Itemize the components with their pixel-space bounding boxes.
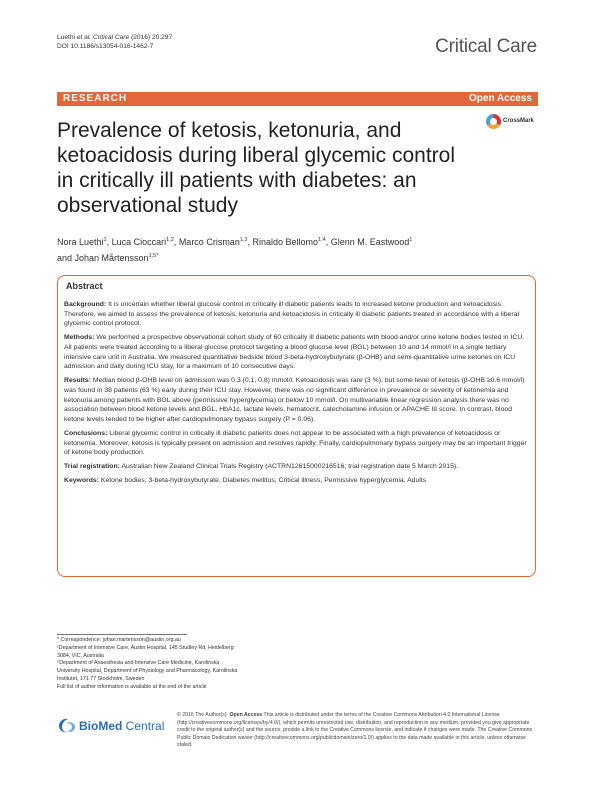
- author[interactable]: Nora Luethi$^1$: [57, 237, 107, 247]
- abstract-background: Background: It is uncertain whether liberal glucose control in critically ill diabetic patients leads to increased ketone production and ketoacidosis. Therefore, we aimed to assess the prevalence of ketosis, ketonuria and ketoacidosis in critically ill diabetic patients treated in accordance with a liberal glycemic control protocol.: [64, 301, 519, 328]
- publisher-name: BioMed Central: [79, 719, 165, 733]
- section-label: RESEARCH: [63, 93, 128, 104]
- biomed-central-logo[interactable]: [57, 716, 177, 736]
- open-access-label: Open Access: [469, 93, 532, 104]
- author-list: Nora Luethi$^1$, Luca Cioccari$^{1,2}$, Marco Crisman$^{1,3}$, Rinaldo Bellomo$^{1,4}$, Glenn M. Eastwood$^1$ and Johan Mårtensson$^{1,5*}$: [57, 237, 413, 263]
- abstract-heading: Abstract: [66, 281, 103, 291]
- author[interactable]: Luca Cioccari$^{1,2}$: [111, 237, 174, 247]
- author[interactable]: Marco Crisman$^{1,3}$: [178, 237, 248, 247]
- license-text: © 2016 The Author(s). Open Access This article is distributed under the terms of the Creative Commons Attribution 4.0 International License (http://creativecommons.org/licenses/by/4.0/), which permits unrestricted use, distribution, and reproduction in any medium, provided you give appropriate credit to the original author(s) and the source, provide a link to the Creative Commons license, and indicate if changes were made. The Creative Commons Public Domain Dedication waiver (http://creativecommons.org/publicdomain/zero/1.0/) applies to the data made available in this article, unless otherwise stated.: [177, 712, 533, 749]
- correspondence[interactable]: * Correspondence: johan.martensson@austin.org.au: [57, 637, 181, 643]
- affiliation-line: 3084, VIC, Australia: [57, 652, 104, 659]
- abstract-trial-registration: Trial registration: Australian New Zealand Clinical Trials Registry (ACTRN12615000216516; trial registration date 5 March 2015).: [64, 463, 459, 471]
- affiliation-line: University Hospital, Department of Physiology and Pharmacology, Karolinska: [57, 668, 238, 675]
- author[interactable]: Glenn M. Eastwood$^1$: [330, 237, 413, 247]
- abstract-body: [64, 300, 528, 491]
- footnotes: [57, 637, 317, 692]
- journal-name: Critical Care: [435, 36, 537, 57]
- author-info-note: Full list of author information is available at the end of the article: [57, 683, 207, 690]
- crossmark-icon: [486, 114, 501, 129]
- abstract-conclusions: Conclusions: Liberal glycemic control in critically ill diabetic patients does not appear to be associated with a high prevalence of ketoacidosis or ketonemia. Moreover, ketosis is typically present on admission and resolves rapidly. Finally, cardiopulmonary bypass surgery may be an important trigger of ketone body production.: [64, 429, 527, 457]
- biomed-central-icon: [57, 717, 77, 734]
- section-banner: [57, 92, 538, 106]
- abstract-methods: Methods: We performed a prospective observational cohort study of 60 critically ill diabetic patients with blood and/or urine ketone bodies tested in ICU. All patients were treated according to a liberal glucose protocol targeting a blood glucose level (BGL) between 10 and 14 mmol/l in a single tertiary intensive care unit in Australia. We measured quantitative bedside blood 3-beta-hydroxybutyrate (β-OHB) and semi-quantitative urine ketones on ICU admission and daily during ICU stay, for a maximum of 10 consecutive days.: [64, 334, 525, 371]
- affiliation-line: ¹Department of Intensive Care, Austin Hospital, 145 Studley Rd, Heidelberg: [57, 644, 234, 651]
- crossmark-label: CrossMark: [503, 118, 535, 124]
- affiliation-line: Institutet, 171 77 Stockholm, Sweden: [57, 675, 145, 682]
- author[interactable]: and Johan Mårtensson$^{1,5*}$: [57, 253, 159, 263]
- abstract-keywords: Keywords: Ketone bodies, 3-beta-hydroxybutyrate, Diabetes mellitus, Critical illness, Permissive hyperglycemia, Adults: [64, 477, 427, 485]
- abstract-results: Results: Median blood β-OHB level on admission was 0.3 (0.1, 0.8) mmol/l. Ketoacidosis was rare (3 %), but some level of ketosis (β-OHB ≥0.6 mmol/l) was found in 38 patients (63 %) early during their ICU stay. However, there was no significant difference in prevalence or severity of ketonemia and ketonuria among patients with BGL above (permissive hyperglycemia) or below 10 mmol/l. On multivariable linear regression analysis there was no association between blood ketone levels and BGL, HbA1c, lactate levels, hematocrit, catecholamine infusion or APACHE III score. In contrast, blood ketone levels tended to be higher after cardiopulmonary bypass surgery (P = 0.06).: [64, 377, 525, 423]
- crossmark-badge[interactable]: [486, 112, 546, 132]
- footnote-divider: [57, 634, 187, 635]
- affiliation-line: ⁵Department of Anaesthesia and Intensive Care Medicine, Karolinska: [57, 660, 220, 667]
- author[interactable]: Rinaldo Bellomo$^{1,4}$: [252, 237, 326, 247]
- doi[interactable]: DOI 10.1186/s13054-016-1462-7: [57, 43, 154, 50]
- citation-header: [57, 33, 172, 51]
- article-title: Prevalence of ketosis, ketonuria, and ketoacidosis during liberal glycemic control in critically ill patients with diabetes: an observational study: [57, 119, 456, 217]
- citation-line: Luethi et al. Critical Care (2016) 20:297: [57, 34, 173, 41]
